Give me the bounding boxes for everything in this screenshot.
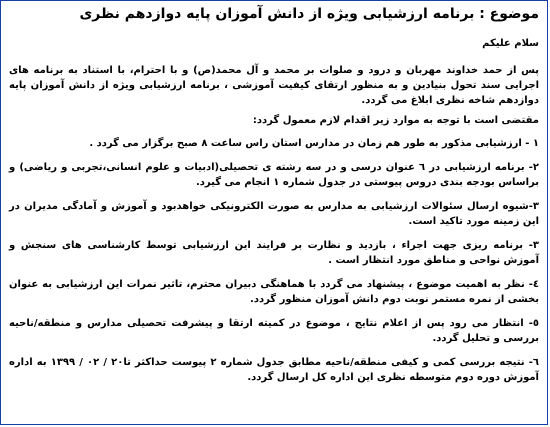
list-item-3: ۳-شیوه ارسال سئوالات ارزشیابی به مدارس به صورت الکترونیکی خواهدبود و آموزش و آمادگی مدیران در این زمینه مورد تاکید است. (9, 201, 539, 227)
document-title: موضوع : برنامه ارزشیابی ویژه از دانش آموزان پایه دوازدهم نظری (79, 6, 539, 22)
list-item-1: ۱ - ارزشیابی مذکور به طور هم زمان در مدارس استان راس ساعت ۸ صبح برگزار می گردد . (89, 138, 539, 149)
greeting: سلام علیکم (482, 38, 539, 49)
list-item-7: ٦- نتیجه بررسی کمی و کیفی منطقه/ناحیه مطابق جدول شماره ۲ پیوست حداکثر تا۲۰ / ۰۲ / ۱۳۹۹ به اداره آموزش دوره دوم متوسطه نظری این اداره کل ارسال گردد. (9, 357, 539, 383)
list-item-2: ۲- برنامه ارزشیابی در ٦ عنوان درسی و در سه رشته ی تحصیلی(ادبیات و علوم انسانی،تجربی و ریاضی) و براساس بودجه بندی دروس پیوستی در جدول شماره ۱ انجام می گیرد. (9, 162, 539, 188)
list-item-5: ٤- نظر به اهمیت موضوع ، پیشنهاد می گردد با هماهنگی دبیران محترم، تاثیر نمرات این ارزشیابی به عنوان بخشی از نمره مستمر نوبت دوم دانش آموزان منظور گردد. (9, 279, 539, 305)
list-item-6: ٥- انتظار می رود پس از اعلام نتایج ، موضوع در کمیته ارتقا و پیشرفت تحصیلی مدارس و منطقه/ناحیه بررسی و تحلیل گردد. (9, 318, 539, 344)
list-item-4: ۳- برنامه ریزی جهت اجراء ، بازدید و نظارت بر فرایند این ارزشیابی توسط کارشناسی های سنجش و آموزش نواحی و مناطق مورد انتظار است . (9, 240, 539, 266)
instructions-heading: مقتضی است با توجه به موارد زیر اقدام لازم معمول گردد: (252, 115, 539, 126)
intro-paragraph: پس از حمد خداوند مهربان و درود و صلوات بر محمد و آل محمد(ص) و با احترام، با استناد به برنامه های اجرایی سند تحول بنیادین و به منظور ارتقای کیفیت آموزشی ، برنامه ارزشیابی ویژه از دانش آموزان پایه دوازدهم شاخه نظری ابلاغ می گردد. (9, 65, 539, 106)
